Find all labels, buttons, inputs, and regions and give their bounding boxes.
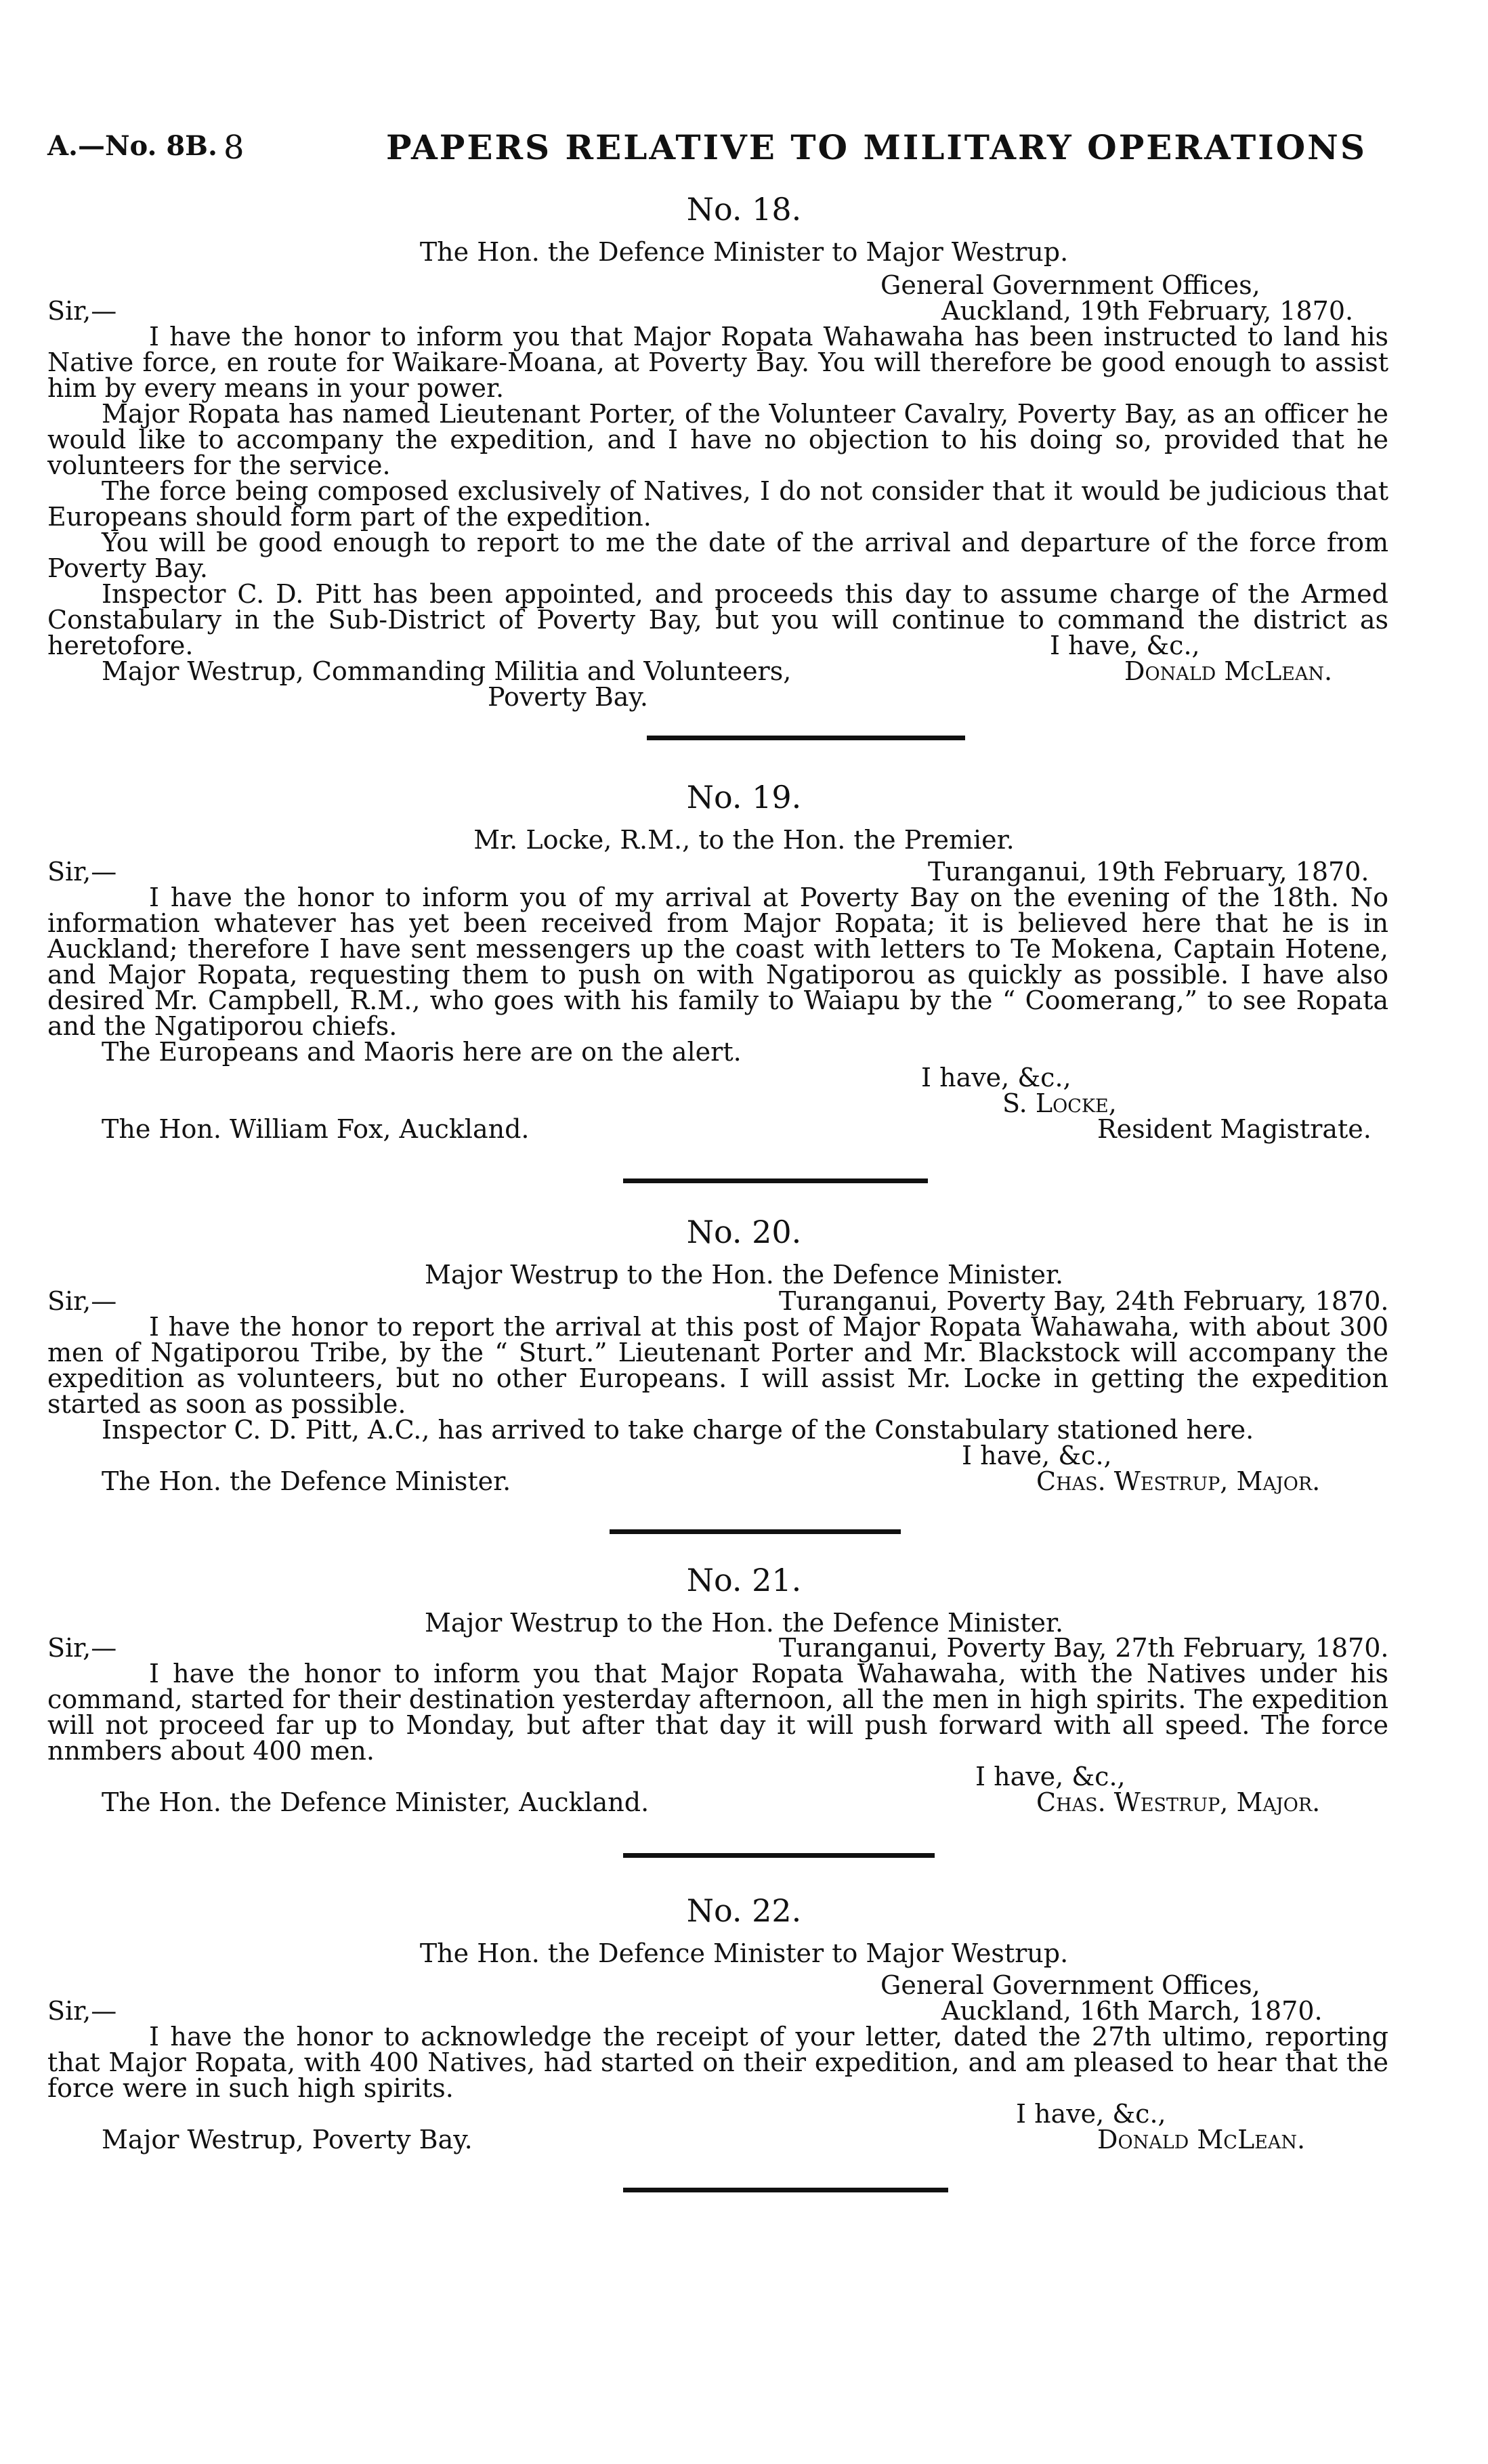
document-reference: A.—No. 8B. — [47, 130, 217, 162]
letter-21-closing: I have, &c., — [975, 1762, 1126, 1791]
letter-20-signature: Chas. Westrup, Major. — [1036, 1466, 1321, 1496]
letter-22-closing: I have, &c., — [1016, 2099, 1166, 2129]
section-divider — [647, 736, 965, 740]
letter-21-paragraph-1: I have the honor to inform you that Major Ropata Wahawaha, with the Natives under his command, started for their destination yesterday afternoon, all the men in high spirits. The expedition will not proceed far up to Monday, but after that day it will push forward with all speed. The force nnmbers about 400 men. — [47, 1659, 1388, 1766]
letter-18-number: No. 18. — [686, 191, 802, 228]
letter-21-addressee: The Hon. the Defence Minister, Auckland. — [102, 1787, 650, 1817]
section-divider — [610, 1529, 901, 1534]
letter-19-place-date: Turanganui, 19th February, 1870. — [928, 857, 1369, 887]
letter-20-paragraph-1: I have the honor to report the arrival at this post of Major Ropata Wahawaha, with about 300 men of Ngatiporou Tribe, by the “ Sturt.” Lieutenant Porter and Mr. Blackstock will accompany the expedition as volunteers, but no other Europeans. I will assist Mr. Locke in getting the expedition started as soon as possible. — [47, 1312, 1388, 1419]
letter-18-place-date: Auckland, 19th February, 1870. — [941, 296, 1354, 326]
letter-22-addressee: Major Westrup, Poverty Bay. — [102, 2125, 473, 2154]
letter-20-from-to: Major Westrup to the Hon. the Defence Minister. — [424, 1260, 1064, 1290]
letter-22-salutation: Sir,— — [47, 1996, 117, 2026]
letter-19-signature: S. Locke, — [1002, 1088, 1117, 1118]
letter-21-from-to: Major Westrup to the Hon. the Defence Minister. — [424, 1608, 1064, 1638]
letter-20-place-date: Turanganui, Poverty Bay, 24th February, 1870. — [779, 1286, 1389, 1316]
letter-18-salutation: Sir,— — [47, 296, 117, 326]
letter-21-number: No. 21. — [686, 1562, 802, 1598]
letter-19-number: No. 19. — [686, 779, 802, 815]
letter-18-addressee: Major Westrup, Commanding Militia and Volunteers, — [102, 656, 792, 686]
letter-18-paragraph-4: You will be good enough to report to me the date of the arrival and departure of the force from Poverty Bay. — [47, 528, 1388, 583]
letter-18-paragraph-1: I have the honor to inform you that Major Ropata Wahawaha has been instructed to land his Native force, en route for Waikare-Moana, at Poverty Bay. You will therefore be good enough to assist him by every means in your power. — [47, 322, 1388, 403]
letter-18-paragraph-5: Inspector C. D. Pitt has been appointed, and proceeds this day to assume charge of the Armed Constabulary in the Sub-District of Poverty Bay, but you will continue to command the district as heretofore. — [47, 579, 1388, 660]
letter-19-addressee: The Hon. William Fox, Auckland. — [102, 1114, 530, 1144]
letter-20-addressee: The Hon. the Defence Minister. — [102, 1466, 511, 1496]
letter-19-signature-title: Resident Magistrate. — [1097, 1114, 1372, 1144]
letter-21-signature: Chas. Westrup, Major. — [1036, 1787, 1321, 1817]
letter-20-salutation: Sir,— — [47, 1286, 117, 1316]
letter-19-from-to: Mr. Locke, R.M., to the Hon. the Premier. — [473, 825, 1015, 855]
letter-19-salutation: Sir,— — [47, 857, 117, 887]
letter-22-place-date: Auckland, 16th March, 1870. — [941, 1996, 1323, 2026]
letter-18-address: General Government Offices, — [880, 270, 1260, 300]
page-number: 8 — [224, 129, 245, 167]
letter-22-paragraph-1: I have the honor to acknowledge the receipt of your letter, dated the 27th ultimo, reporting that Major Ropata, with 400 Natives, had started on their expedition, and am pleased to hear that the force were in such high spirits. — [47, 2022, 1388, 2103]
letter-19-paragraph-1: I have the honor to inform you of my arrival at Poverty Bay on the evening of the 18th. No information whatever has yet been received from Major Ropata; it is believed here that he is in Auckland; therefore I have sent messengers up the coast with letters to Te Mokena, Captain Hotene, and Major Ropata, requesting them to push on with Ngatiporou as quickly as possible. I have also desired Mr. Campbell, R.M., who goes with his family to Waiapu by the “ Coomerang,” to see Ropata and the Ngatiporou chiefs. — [47, 883, 1388, 1041]
letter-22-from-to: The Hon. the Defence Minister to Major Westrup. — [419, 1938, 1069, 1968]
letter-22-signature: Donald McLean. — [1097, 2125, 1306, 2154]
letter-21-salutation: Sir,— — [47, 1633, 117, 1663]
letter-20-number: No. 20. — [686, 1214, 802, 1250]
page-title: PAPERS RELATIVE TO MILITARY OPERATIONS — [386, 127, 1367, 167]
letter-18-closing: I have, &c., — [1050, 631, 1200, 660]
letter-19-paragraph-2: The Europeans and Maoris here are on the alert. — [102, 1037, 742, 1067]
letter-18-from-to: The Hon. the Defence Minister to Major Westrup. — [419, 237, 1069, 267]
section-divider — [623, 1178, 928, 1183]
letter-18-paragraph-2: Major Ropata has named Lieutenant Porter, of the Volunteer Cavalry, Poverty Bay, as an officer he would like to accompany the expedition, and I have no objection to his doing so, provided that he volunteers for the service. — [47, 399, 1388, 480]
letter-18-paragraph-3: The force being composed exclusively of Natives, I do not consider that it would be judicious that Europeans should form part of the expedition. — [47, 476, 1388, 532]
letter-22-address: General Government Offices, — [880, 1970, 1260, 2000]
letter-18-signature: Donald McLean. — [1124, 656, 1333, 686]
section-divider — [623, 1853, 935, 1858]
letter-18-addressee-line2: Poverty Bay. — [488, 682, 648, 712]
letter-22-number: No. 22. — [686, 1892, 802, 1929]
letter-19-closing: I have, &c., — [921, 1063, 1071, 1092]
letter-20-paragraph-2: Inspector C. D. Pitt, A.C., has arrived to take charge of the Constabulary stationed here. — [102, 1415, 1254, 1445]
section-divider — [623, 2188, 948, 2192]
letter-21-place-date: Turanganui, Poverty Bay, 27th February, 1870. — [779, 1633, 1389, 1663]
letter-20-closing: I have, &c., — [962, 1441, 1112, 1470]
